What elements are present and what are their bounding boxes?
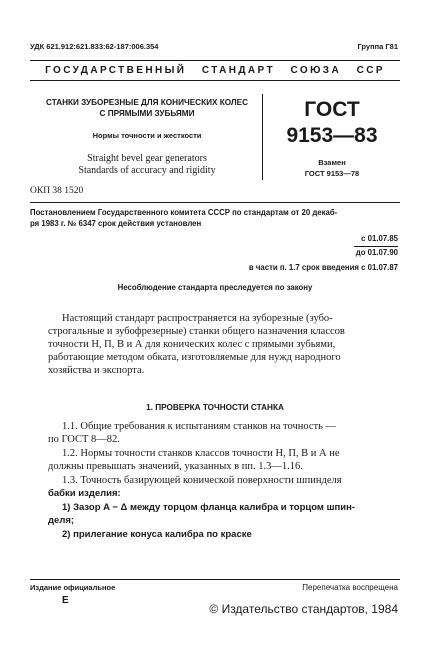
decree-to-date: до 01.07.90 — [355, 248, 398, 257]
official-edition: Издание официальное — [30, 583, 116, 592]
title-line-2: С ПРЯМЫМИ ЗУБЬЯМИ — [99, 109, 195, 118]
clause-1-3-item-2 — [48, 528, 402, 541]
clause-1-1-line-1: 1.1. Общие требования к испытаниям станков на точность — — [62, 421, 337, 432]
replaces-value: ГОСТ 9153—78 — [304, 169, 360, 178]
item-2-line-1: 2) прилегание конуса калибра по краске — [62, 529, 252, 540]
okp-code: ОКП 38 1520 — [30, 186, 84, 196]
clause-1-2-line-1: 1.2. Нормы точности станков классов точности Н, П, В и А не — [62, 448, 340, 459]
gost-label: ГОСТ — [304, 98, 360, 121]
okp-rule — [30, 202, 400, 203]
gost-number: 9153—83 — [286, 124, 378, 147]
title-divider — [262, 94, 263, 180]
item-1-line-2: деля; — [48, 515, 75, 526]
intro-line-3: точности Н, П, В и А для конических колес с прямыми зубьями, — [48, 339, 336, 350]
clause-1-3-line-1: 1.3. Точность базирующей конической поверхности шпинделя — [62, 475, 342, 486]
section-1-heading: 1. ПРОВЕРКА ТОЧНОСТИ СТАНКА — [146, 403, 284, 412]
decree-line-2: ря 1983 г. № 6347 срок действия установлен — [30, 219, 202, 228]
banner-bottom-rule — [30, 80, 400, 81]
intro-line-5: хозяйства и экспорта. — [48, 365, 145, 376]
intro-line-2: строгальные и зубофрезерные) станки общего назначения классов — [48, 326, 345, 337]
decree-date-rule — [354, 246, 398, 247]
intro-line-1: Настоящий стандарт распространяется на зуборезные (зубо- — [62, 313, 333, 324]
edition-letter: E — [62, 595, 69, 606]
decree-from-date: с 01.07.85 — [361, 234, 398, 243]
clause-1-2-line-2: должны превышать значений, указанных в пп. 1.3—1.16. — [48, 461, 303, 472]
banner-top-rule — [30, 60, 400, 61]
clause-1-1-line-2: по ГОСТ 8—82. — [48, 434, 120, 445]
title-subtitle: Нормы точности и жесткости — [92, 131, 202, 140]
udk-code: УДК 621.912:621.833:62-187:006.354 — [30, 42, 159, 51]
clause-1-2 — [48, 447, 402, 473]
standard-banner: ГОСУДАРСТВЕННЫЙ СТАНДАРТ СОЮЗА ССР — [45, 65, 385, 76]
copyright-notice: © Издательство стандартов, 1984 — [209, 602, 398, 616]
intro-paragraph — [48, 312, 402, 377]
reprint-notice: Перепечатка воспрещена — [302, 583, 398, 592]
intro-line-4: работающие методом обката, изготовляемые для нужд народного — [48, 352, 341, 363]
footer-rule — [30, 579, 400, 580]
group-code: Группа Г81 — [357, 42, 398, 51]
decree-partial: в части п. 1.7 срок введения с 01.07.87 — [248, 263, 398, 272]
item-1-line-1: 1) Зазор A − Δ между торцом фланца калибра и торцом шпин- — [62, 502, 355, 513]
title-english-2: Standards of accuracy and rigidity — [78, 165, 216, 176]
clause-1-3-item-1 — [48, 501, 402, 527]
clause-1-1 — [48, 420, 402, 446]
replaces-label: Взамен — [318, 158, 346, 167]
decree-line-1: Постановлением Государственного комитета СССР по стандартам от 20 декаб- — [30, 208, 338, 217]
title-line-1: СТАНКИ ЗУБОРЕЗНЫЕ ДЛЯ КОНИЧЕСКИХ КОЛЕС — [46, 98, 248, 107]
clause-1-3 — [48, 474, 402, 500]
title-english-1: Straight bevel gear generators — [87, 153, 207, 164]
law-notice: Несоблюдение стандарта преследуется по закону — [117, 283, 313, 292]
clause-1-3-line-2: бабки изделия: — [48, 488, 121, 499]
